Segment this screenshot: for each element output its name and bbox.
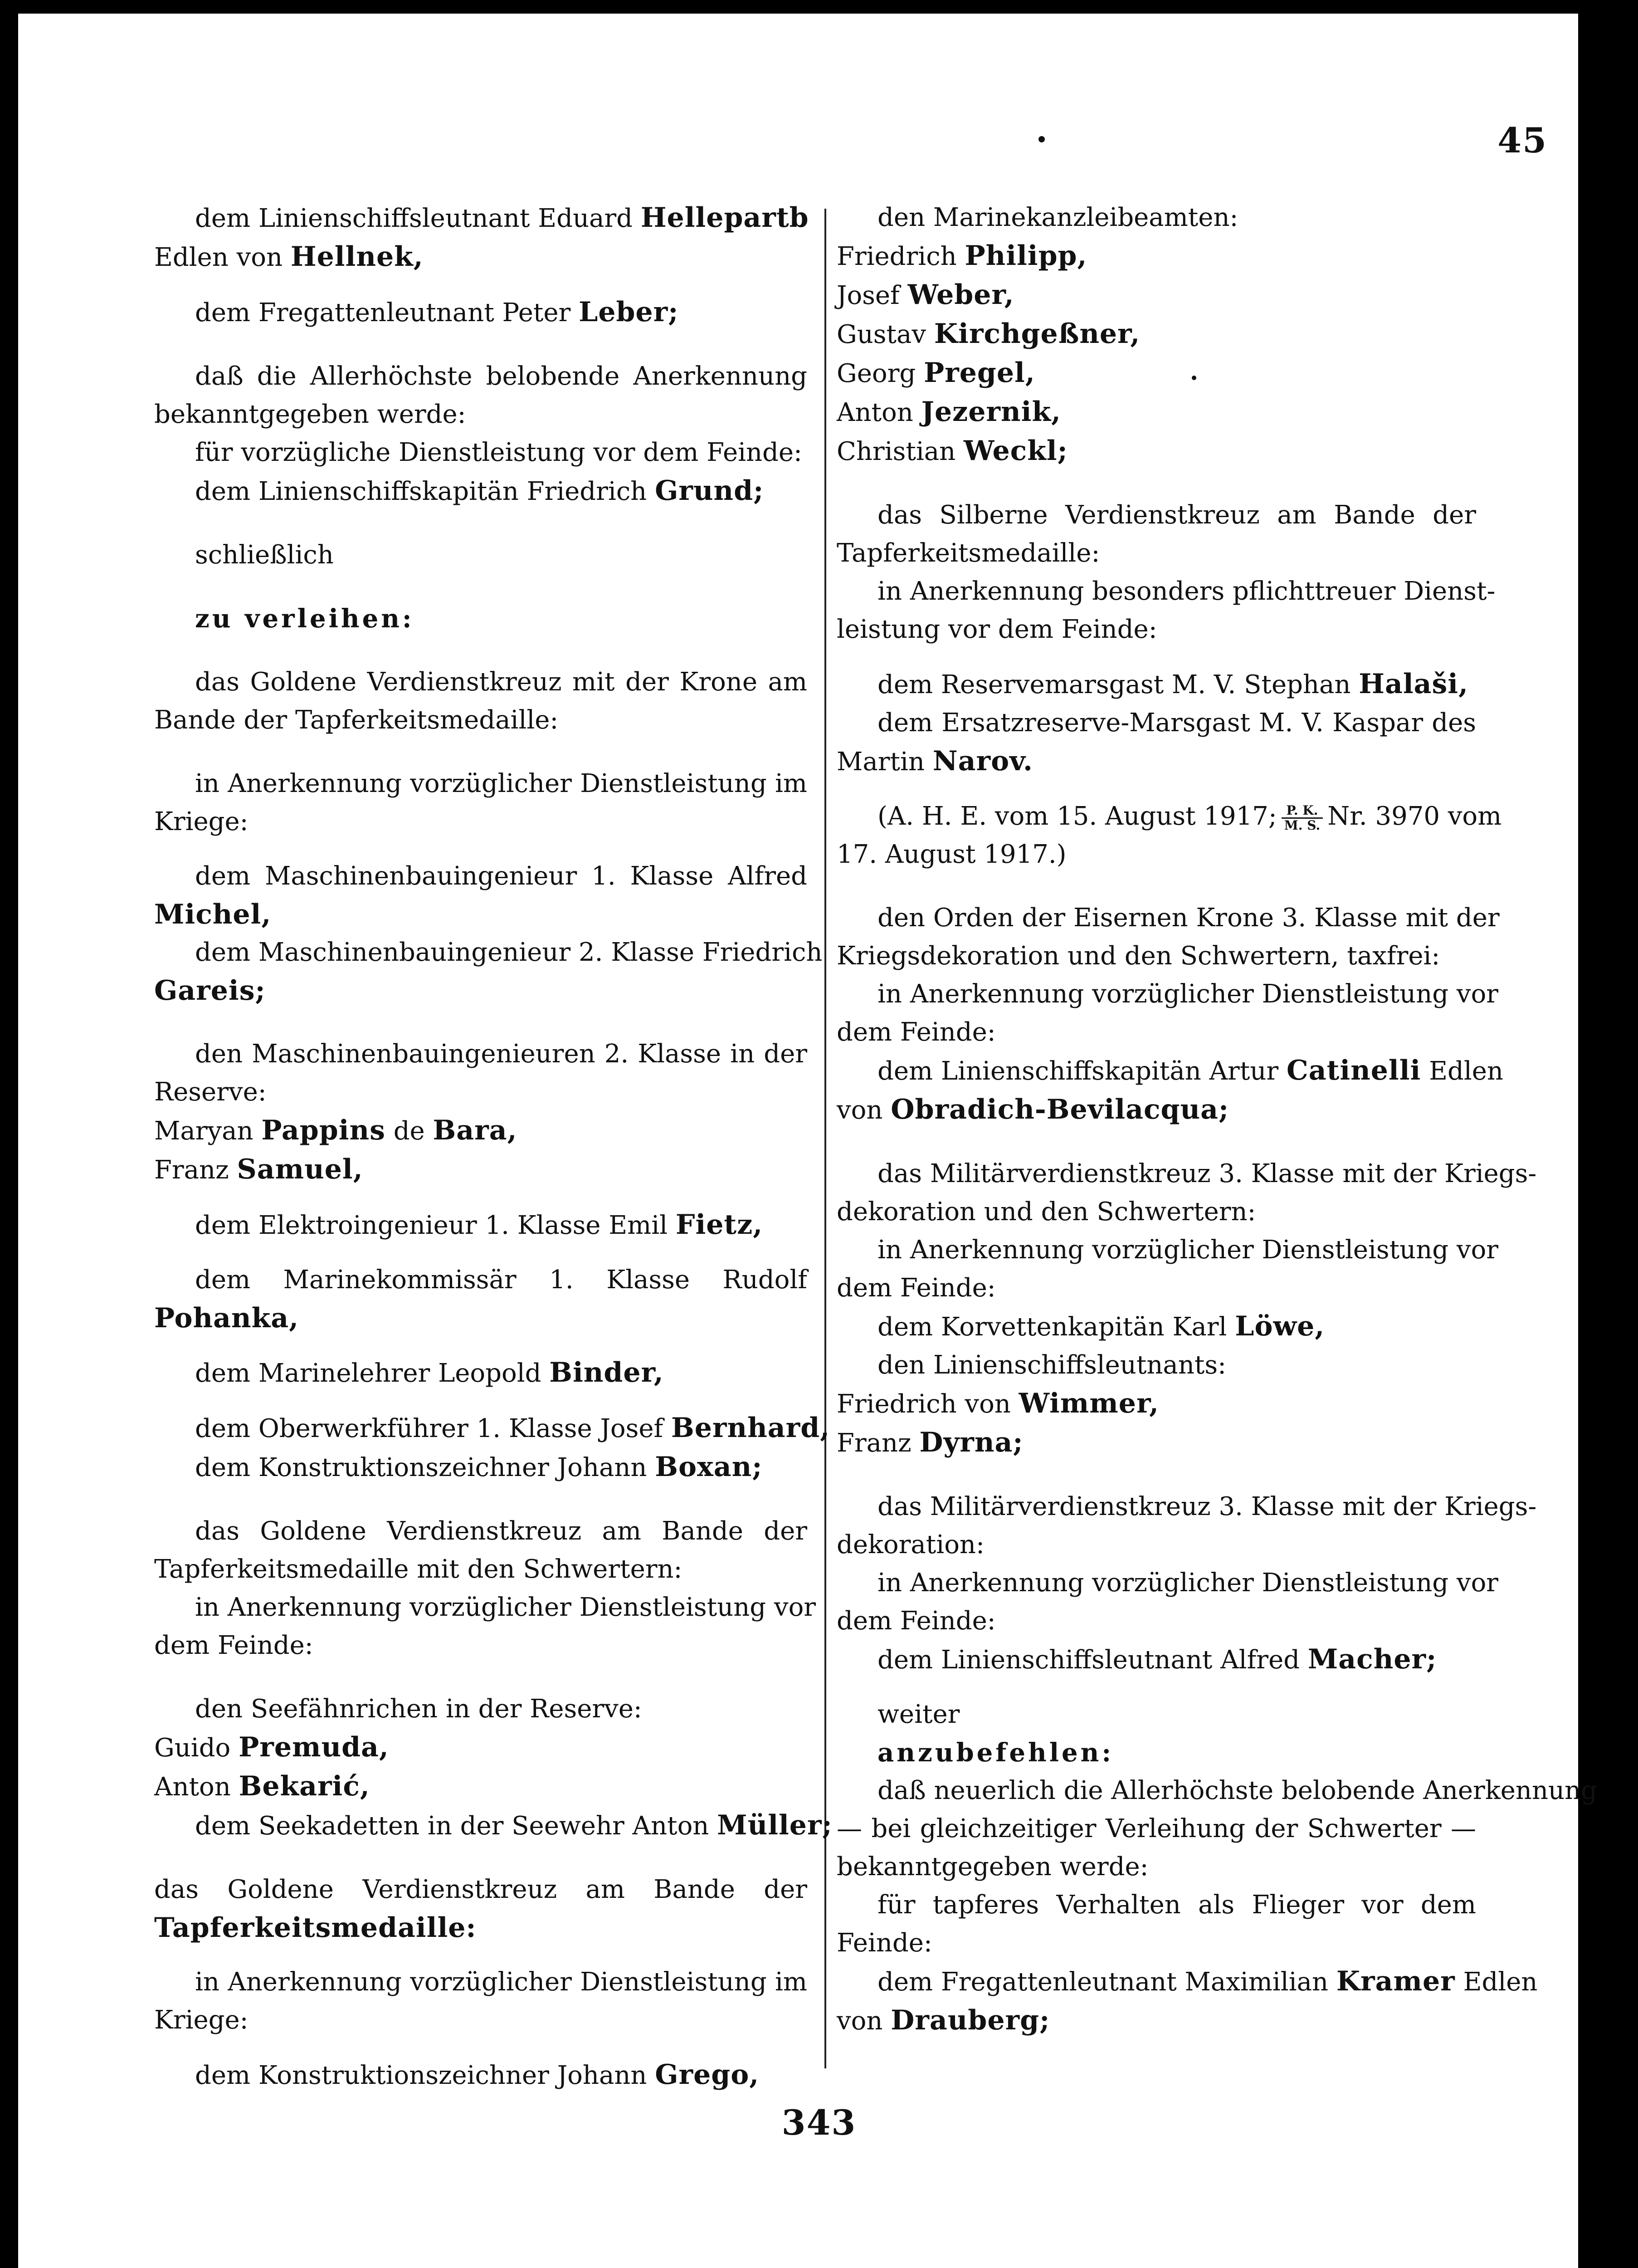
text-line: dem Maschinenbauingenieur 2. Klasse Friedrich <box>195 938 823 967</box>
text-line: Edlen von Hellnek, <box>154 241 424 273</box>
text-line: das Goldene Verdienstkreuz am Bande der <box>154 1875 807 1904</box>
text-line: dem Linienschiffskapitän Friedrich Grund; <box>195 475 764 507</box>
text-line: das Goldene Verdienstkreuz mit der Krone am <box>195 667 807 697</box>
left-column <box>154 199 833 2095</box>
text-line: Tapferkeitsmedaille: <box>837 538 1100 568</box>
text-line: dem Seekadetten in der Seewehr Anton Müller; <box>195 1809 833 1841</box>
text-line: dem Marinekommissär 1. Klasse Rudolf <box>195 1265 807 1295</box>
text-line: daß neuerlich die Allerhöchste belobende Anerkennung <box>878 1776 1598 1805</box>
text-line: Kriegsdekoration und den Schwertern, taxfrei: <box>837 941 1440 971</box>
text-line: dem Fregattenleutnant Peter Leber; <box>195 296 679 328</box>
text-line: das Silberne Verdienstkreuz am Bande der <box>878 500 1476 530</box>
text-line: schließlich <box>195 540 334 570</box>
text-line: den Orden der Eisernen Krone 3. Klasse mit der <box>878 903 1500 933</box>
text-line: dem Feinde: <box>837 1017 996 1047</box>
text-line: Friedrich von Wimmer, <box>837 1388 1160 1419</box>
text-line: dem Fregattenleutnant Maximilian Kramer Edlen <box>878 1965 1538 1997</box>
text-line: dem Marinelehrer Leopold Binder, <box>195 1357 664 1388</box>
text-line: Tapferkeitsmedaille mit den Schwertern: <box>154 1554 682 1584</box>
text-line: leistung vor dem Feinde: <box>837 615 1157 644</box>
page-number: 45 <box>1497 120 1547 161</box>
text-line: bekanntgegeben werde: <box>154 400 466 429</box>
text-line: dem Maschinenbauingenieur 1. Klasse Alfred <box>195 861 807 891</box>
text-line: das Goldene Verdienstkreuz am Bande der <box>195 1516 807 1546</box>
text-line: daß die Allerhöchste belobende Anerkennung <box>195 362 807 391</box>
text-line: Michel, <box>154 899 272 930</box>
text-line: dem Feinde: <box>837 1606 996 1636</box>
text-line: — bei gleichzeitiger Verleihung der Schwerter — <box>837 1814 1476 1843</box>
text-line: dem Linienschiffsleutnant Alfred Macher; <box>878 1643 1437 1675</box>
text-line: von Drauberg; <box>837 2004 1050 2036</box>
text-line: weiter <box>878 1700 960 1729</box>
fraction: $\frac{P. K.}{M. S.}$ <box>1282 804 1323 832</box>
text-line: zu verleihen: <box>195 604 414 634</box>
text-line: dem Feinde: <box>154 1631 313 1660</box>
text-line: in Anerkennung vorzüglicher Dienstleistung im <box>195 769 807 798</box>
text-line: Josef Weber, <box>837 279 1014 311</box>
text-line: den Linienschiffsleutnants: <box>878 1350 1226 1380</box>
text-line: für tapferes Verhalten als Flieger vor dem <box>878 1890 1476 1920</box>
text-line: dem Linienschiffskapitän Artur Catinelli Edlen <box>878 1055 1503 1086</box>
text-line: den Seefähnrichen in der Reserve: <box>195 1694 642 1724</box>
column-divider <box>824 209 826 2068</box>
text-line: Anton Jezernik, <box>837 396 1061 428</box>
text-line: dem Linienschiffsleutnant Eduard Hellepartb <box>195 202 809 234</box>
text-line: Reserve: <box>154 1077 267 1107</box>
text-line: dekoration und den Schwertern: <box>837 1197 1256 1227</box>
text-line: bekanntgegeben werde: <box>837 1852 1149 1882</box>
text-line: in Anerkennung vorzüglicher Dienstleistung im <box>195 1967 807 1997</box>
text-line: in Anerkennung vorzüglicher Dienstleistung vor <box>878 1568 1499 1598</box>
text-line: dem Feinde: <box>837 1273 996 1303</box>
text-line: in Anerkennung vorzüglicher Dienstleistung vor <box>878 1235 1499 1265</box>
text-line: dekoration: <box>837 1530 985 1559</box>
text-line: Georg Pregel, <box>837 357 1035 389</box>
text-line: in Anerkennung besonders pflichttreuer Dienst- <box>878 577 1496 606</box>
text-line: Pohanka, <box>154 1302 299 1334</box>
text-line: Franz Dyrna; <box>837 1427 1024 1458</box>
right-column <box>837 199 1598 2040</box>
text-line: Christian Weckl; <box>837 435 1068 467</box>
text-line: dem Korvettenkapitän Karl Löwe, <box>878 1310 1325 1342</box>
text-line: Kriege: <box>154 2005 249 2035</box>
text-line: dem Konstruktionszeichner Johann Grego, <box>195 2059 760 2091</box>
text-line: in Anerkennung vorzüglicher Dienstleistung vor <box>878 979 1499 1009</box>
text-line: Maryan Pappins de Bara, <box>154 1114 517 1146</box>
text-line: dem Konstruktionszeichner Johann Boxan; <box>195 1451 763 1483</box>
text-line: Friedrich Philipp, <box>837 240 1087 272</box>
text-line: Gareis; <box>154 975 266 1007</box>
text-line: den Maschinenbauingenieuren 2. Klasse in der <box>195 1039 807 1069</box>
text-line: Tapferkeitsmedaille: <box>154 1912 477 1944</box>
ink-speck <box>1038 136 1045 142</box>
text-line: das Militärverdienstkreuz 3. Klasse mit der Kriegs- <box>878 1492 1537 1521</box>
text-line: dem Elektroingenieur 1. Klasse Emil Fietz, <box>195 1209 763 1241</box>
text-line: das Militärverdienstkreuz 3. Klasse mit der Kriegs- <box>878 1159 1537 1188</box>
text-line: den Marinekanzleibeamten: <box>878 203 1238 232</box>
text-line: Guido Premuda, <box>154 1731 389 1763</box>
text-line: Feinde: <box>837 1928 932 1958</box>
text-line: 17. August 1917.) <box>837 840 1067 869</box>
text-line: von Obradich-Bevilacqua; <box>837 1094 1229 1125</box>
text-line: Anton Bekarić, <box>154 1770 370 1802</box>
text-line: dem Ersatzreserve-Marsgast M. V. Kaspar des <box>878 708 1476 738</box>
text-line: (A. H. E. vom 15. August 1917; $\frac{P. K.}{M. S.}$ Nr. 3970 vom <box>878 802 1502 833</box>
text-line: Gustav Kirchgeßner, <box>837 318 1141 350</box>
footer-page-number: 343 <box>781 2102 857 2143</box>
text-line: für vorzügliche Dienstleistung vor dem Feinde: <box>195 438 802 467</box>
text-line: Martin Narov. <box>837 745 1033 777</box>
text-line: in Anerkennung vorzüglicher Dienstleistung vor <box>195 1593 816 1622</box>
text-line: Kriege: <box>154 807 249 836</box>
text-line: anzubefehlen: <box>878 1738 1114 1768</box>
text-line: Franz Samuel, <box>154 1154 363 1185</box>
text-line: Bande der Tapferkeitsmedaille: <box>154 705 559 735</box>
text-line: dem Reservemarsgast M. V. Stephan Halaši, <box>878 668 1468 700</box>
text-line: dem Oberwerkführer 1. Klasse Josef Bernhard, <box>195 1412 830 1444</box>
